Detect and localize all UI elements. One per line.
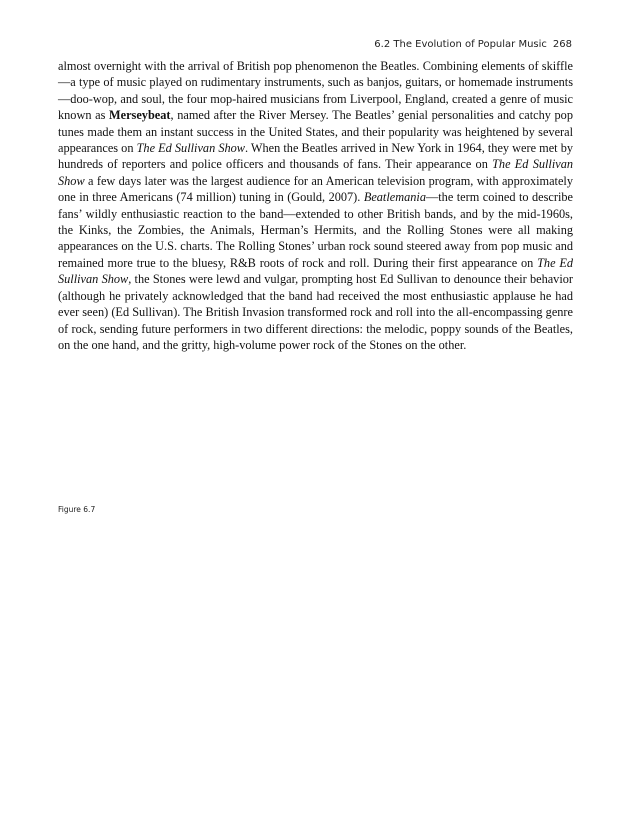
page-number: 268 xyxy=(552,39,572,50)
show-title: The Ed Sullivan Show xyxy=(136,141,245,156)
body-paragraph xyxy=(58,58,573,353)
show-title: The Ed Sullivan Show xyxy=(58,255,574,287)
text-run: —the term coined to describe fans’ wildly enthusiastic reaction to the band—extended to other British bands, and by the mid-1960s, the Kinks, the Zombies, the Animals, Herman’s Hermits, and the Rolling Stones were all making appearances on the U.S. charts. The Rolling Stones’ urban rock sound steered away from pop music and remained more true to the bluesy, R&B roots of rock and roll. During their first appearance on xyxy=(58,190,573,270)
text-run: almost overnight with the arrival of British pop phenomenon the Beatles. Combining elements of skiffle—a type of music played on rudimentary instruments, such as banjos, guitars, or homemade instruments—doo-wop, and soul, the four mop-haired musicians from Liverpool, England, created a genre of music known as xyxy=(58,59,573,123)
show-title: The Ed Sullivan Show xyxy=(58,157,573,188)
term-beatlemania: Beatlemania xyxy=(363,190,426,205)
text-run: . When the Beatles arrived in New York in 1964, they were met by hundreds of reporters and police officers and thousands of fans. Their appearance on xyxy=(58,141,573,172)
text-run: , named after the River Mersey. The Beatles’ genial personalities and catchy pop tunes made them an instant success in the United States, and their popularity was heightened by several appearances on xyxy=(58,108,573,156)
section-title: 6.2 The Evolution of Popular Music xyxy=(374,39,547,50)
key-term-merseybeat: Merseybeat xyxy=(109,108,171,123)
text-run: , the Stones were lewd and vulgar, prompting host Ed Sullivan to denounce their behavior (although he privately acknowledged that the band had received the most enthusiastic applause he had ever seen) (Ed Sullivan). The British Invasion transformed rock and roll into the all-encompassing genre of rock, sending future performers in two different directions: the melodic, poppy sounds of the Beatles, on the one hand, and the gritty, high-volume power rock of the Stones on the other. xyxy=(58,272,573,352)
text-run: a few days later was the largest audience for an American television program, with approximately one in three Americans (74 million) tuning in (Gould, 2007). xyxy=(58,173,573,205)
figure-caption: Figure 6.7 xyxy=(58,505,96,514)
running-head xyxy=(374,39,572,50)
